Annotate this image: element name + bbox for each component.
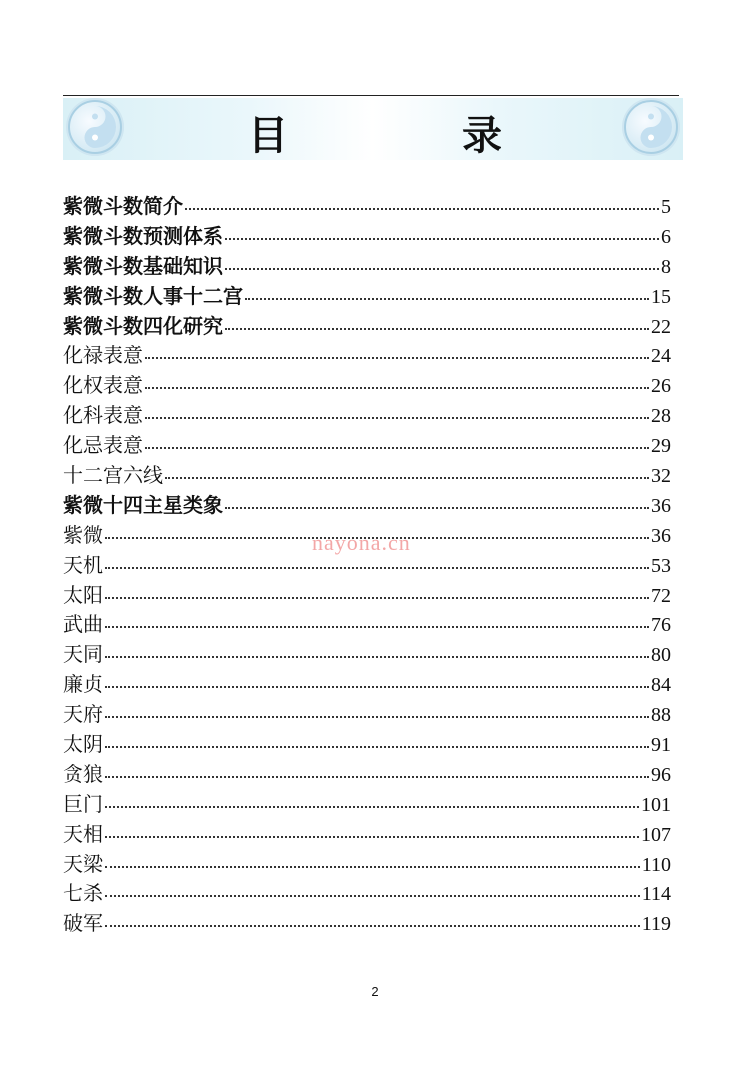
toc-leader-dots	[145, 387, 649, 389]
toc-entry[interactable]	[63, 907, 671, 937]
toc-entry-label: 天相	[63, 821, 103, 846]
toc-entry-label: 七杀	[63, 881, 103, 906]
toc-entry-page: 96	[651, 763, 671, 786]
toc-entry-page: 28	[651, 405, 671, 428]
toc-entry-label: 紫微斗数基础知识	[63, 253, 223, 278]
toc-entry[interactable]	[63, 818, 671, 848]
toc-entry[interactable]	[63, 190, 671, 220]
toc-entry-page: 80	[651, 644, 671, 667]
toc-entry[interactable]	[63, 668, 671, 698]
toc-entry-label: 化忌表意	[63, 433, 143, 458]
toc-entry-label: 紫微	[63, 522, 103, 547]
toc-entry-page: 8	[661, 255, 671, 278]
toc-entry-page: 76	[651, 614, 671, 637]
toc-leader-dots	[225, 507, 649, 509]
toc-leader-dots	[105, 806, 639, 808]
toc-entry-page: 36	[651, 494, 671, 517]
toc-entry[interactable]	[63, 489, 671, 519]
toc-leader-dots	[145, 447, 649, 449]
toc-entry-label: 化权表意	[63, 373, 143, 398]
toc-leader-dots	[105, 895, 640, 897]
toc-entry[interactable]	[63, 788, 671, 818]
toc-leader-dots	[145, 357, 649, 359]
toc-entry[interactable]	[63, 877, 671, 907]
toc-leader-dots	[105, 656, 649, 658]
toc-leader-dots	[105, 836, 639, 838]
toc-leader-dots	[225, 328, 649, 330]
page-title: 目 录	[248, 113, 582, 159]
toc-entry-page: 29	[651, 435, 671, 458]
toc-entry-page: 53	[651, 554, 671, 577]
toc-entry-page: 32	[651, 465, 671, 488]
toc-entry[interactable]	[63, 758, 671, 788]
toc-leader-dots	[105, 597, 649, 599]
header-rule	[63, 95, 679, 96]
table-of-contents	[63, 190, 671, 937]
toc-entry[interactable]	[63, 220, 671, 250]
toc-entry-label: 天府	[63, 702, 103, 727]
toc-entry-label: 紫微十四主星类象	[63, 492, 223, 517]
toc-entry-page: 22	[651, 315, 671, 338]
toc-entry-label: 廉贞	[63, 672, 103, 697]
toc-entry-page: 84	[651, 674, 671, 697]
toc-entry-label: 化禄表意	[63, 343, 143, 368]
toc-entry[interactable]	[63, 280, 671, 310]
toc-leader-dots	[105, 925, 640, 927]
toc-leader-dots	[105, 716, 649, 718]
toc-entry-label: 贪狼	[63, 761, 103, 786]
toc-entry-label: 太阳	[63, 582, 103, 607]
toc-entry-label: 武曲	[63, 612, 103, 637]
toc-entry-page: 24	[651, 345, 671, 368]
toc-entry-page: 36	[651, 524, 671, 547]
toc-entry-page: 91	[651, 734, 671, 757]
toc-entry-page: 15	[651, 285, 671, 308]
toc-entry-page: 114	[641, 883, 671, 906]
toc-entry[interactable]	[63, 369, 671, 399]
toc-entry-label: 紫微斗数预测体系	[63, 223, 223, 248]
toc-leader-dots	[105, 567, 649, 569]
toc-entry-label: 紫微斗数简介	[63, 194, 183, 218]
toc-entry-label: 紫微斗数四化研究	[63, 313, 223, 338]
toc-entry-page: 5	[661, 196, 671, 218]
toc-entry-page: 107	[641, 823, 671, 846]
toc-entry[interactable]	[63, 728, 671, 758]
toc-entry-page: 6	[661, 225, 671, 248]
toc-leader-dots	[105, 746, 649, 748]
toc-entry[interactable]	[63, 339, 671, 369]
toc-entry-page: 88	[651, 704, 671, 727]
toc-entry-page: 101	[641, 793, 671, 816]
toc-entry-label: 天梁	[63, 851, 103, 876]
toc-leader-dots	[105, 626, 649, 628]
toc-entry[interactable]	[63, 608, 671, 638]
toc-entry-label: 太阴	[63, 732, 103, 757]
toc-entry-label: 化科表意	[63, 403, 143, 428]
toc-leader-dots	[225, 268, 659, 270]
toc-leader-dots	[185, 208, 659, 210]
toc-leader-dots	[165, 477, 649, 479]
toc-leader-dots	[225, 238, 659, 240]
toc-entry-label: 破军	[63, 911, 103, 936]
toc-leader-dots	[145, 417, 649, 419]
toc-entry[interactable]	[63, 399, 671, 429]
toc-entry[interactable]	[63, 429, 671, 459]
toc-entry-page: 119	[641, 913, 671, 936]
toc-entry[interactable]	[63, 638, 671, 668]
page-number: 2	[371, 984, 379, 999]
toc-entry-label: 巨门	[63, 791, 103, 816]
toc-entry[interactable]	[63, 579, 671, 609]
toc-entry[interactable]	[63, 250, 671, 280]
toc-leader-dots	[245, 298, 649, 300]
toc-entry-page: 110	[641, 853, 671, 876]
watermark: nayona.cn	[312, 530, 411, 555]
toc-entry-label: 十二宫六线	[63, 463, 163, 488]
toc-entry-label: 天同	[63, 642, 103, 667]
toc-entry-label: 紫微斗数人事十二宫	[63, 283, 243, 308]
toc-leader-dots	[105, 686, 649, 688]
toc-entry[interactable]	[63, 459, 671, 489]
toc-entry-page: 26	[651, 375, 671, 398]
toc-entry[interactable]	[63, 310, 671, 340]
toc-entry-label: 天机	[63, 552, 103, 577]
toc-entry-page: 72	[651, 584, 671, 607]
toc-leader-dots	[105, 866, 640, 868]
toc-leader-dots	[105, 776, 649, 778]
toc-entry[interactable]	[63, 848, 671, 878]
toc-entry[interactable]	[63, 698, 671, 728]
